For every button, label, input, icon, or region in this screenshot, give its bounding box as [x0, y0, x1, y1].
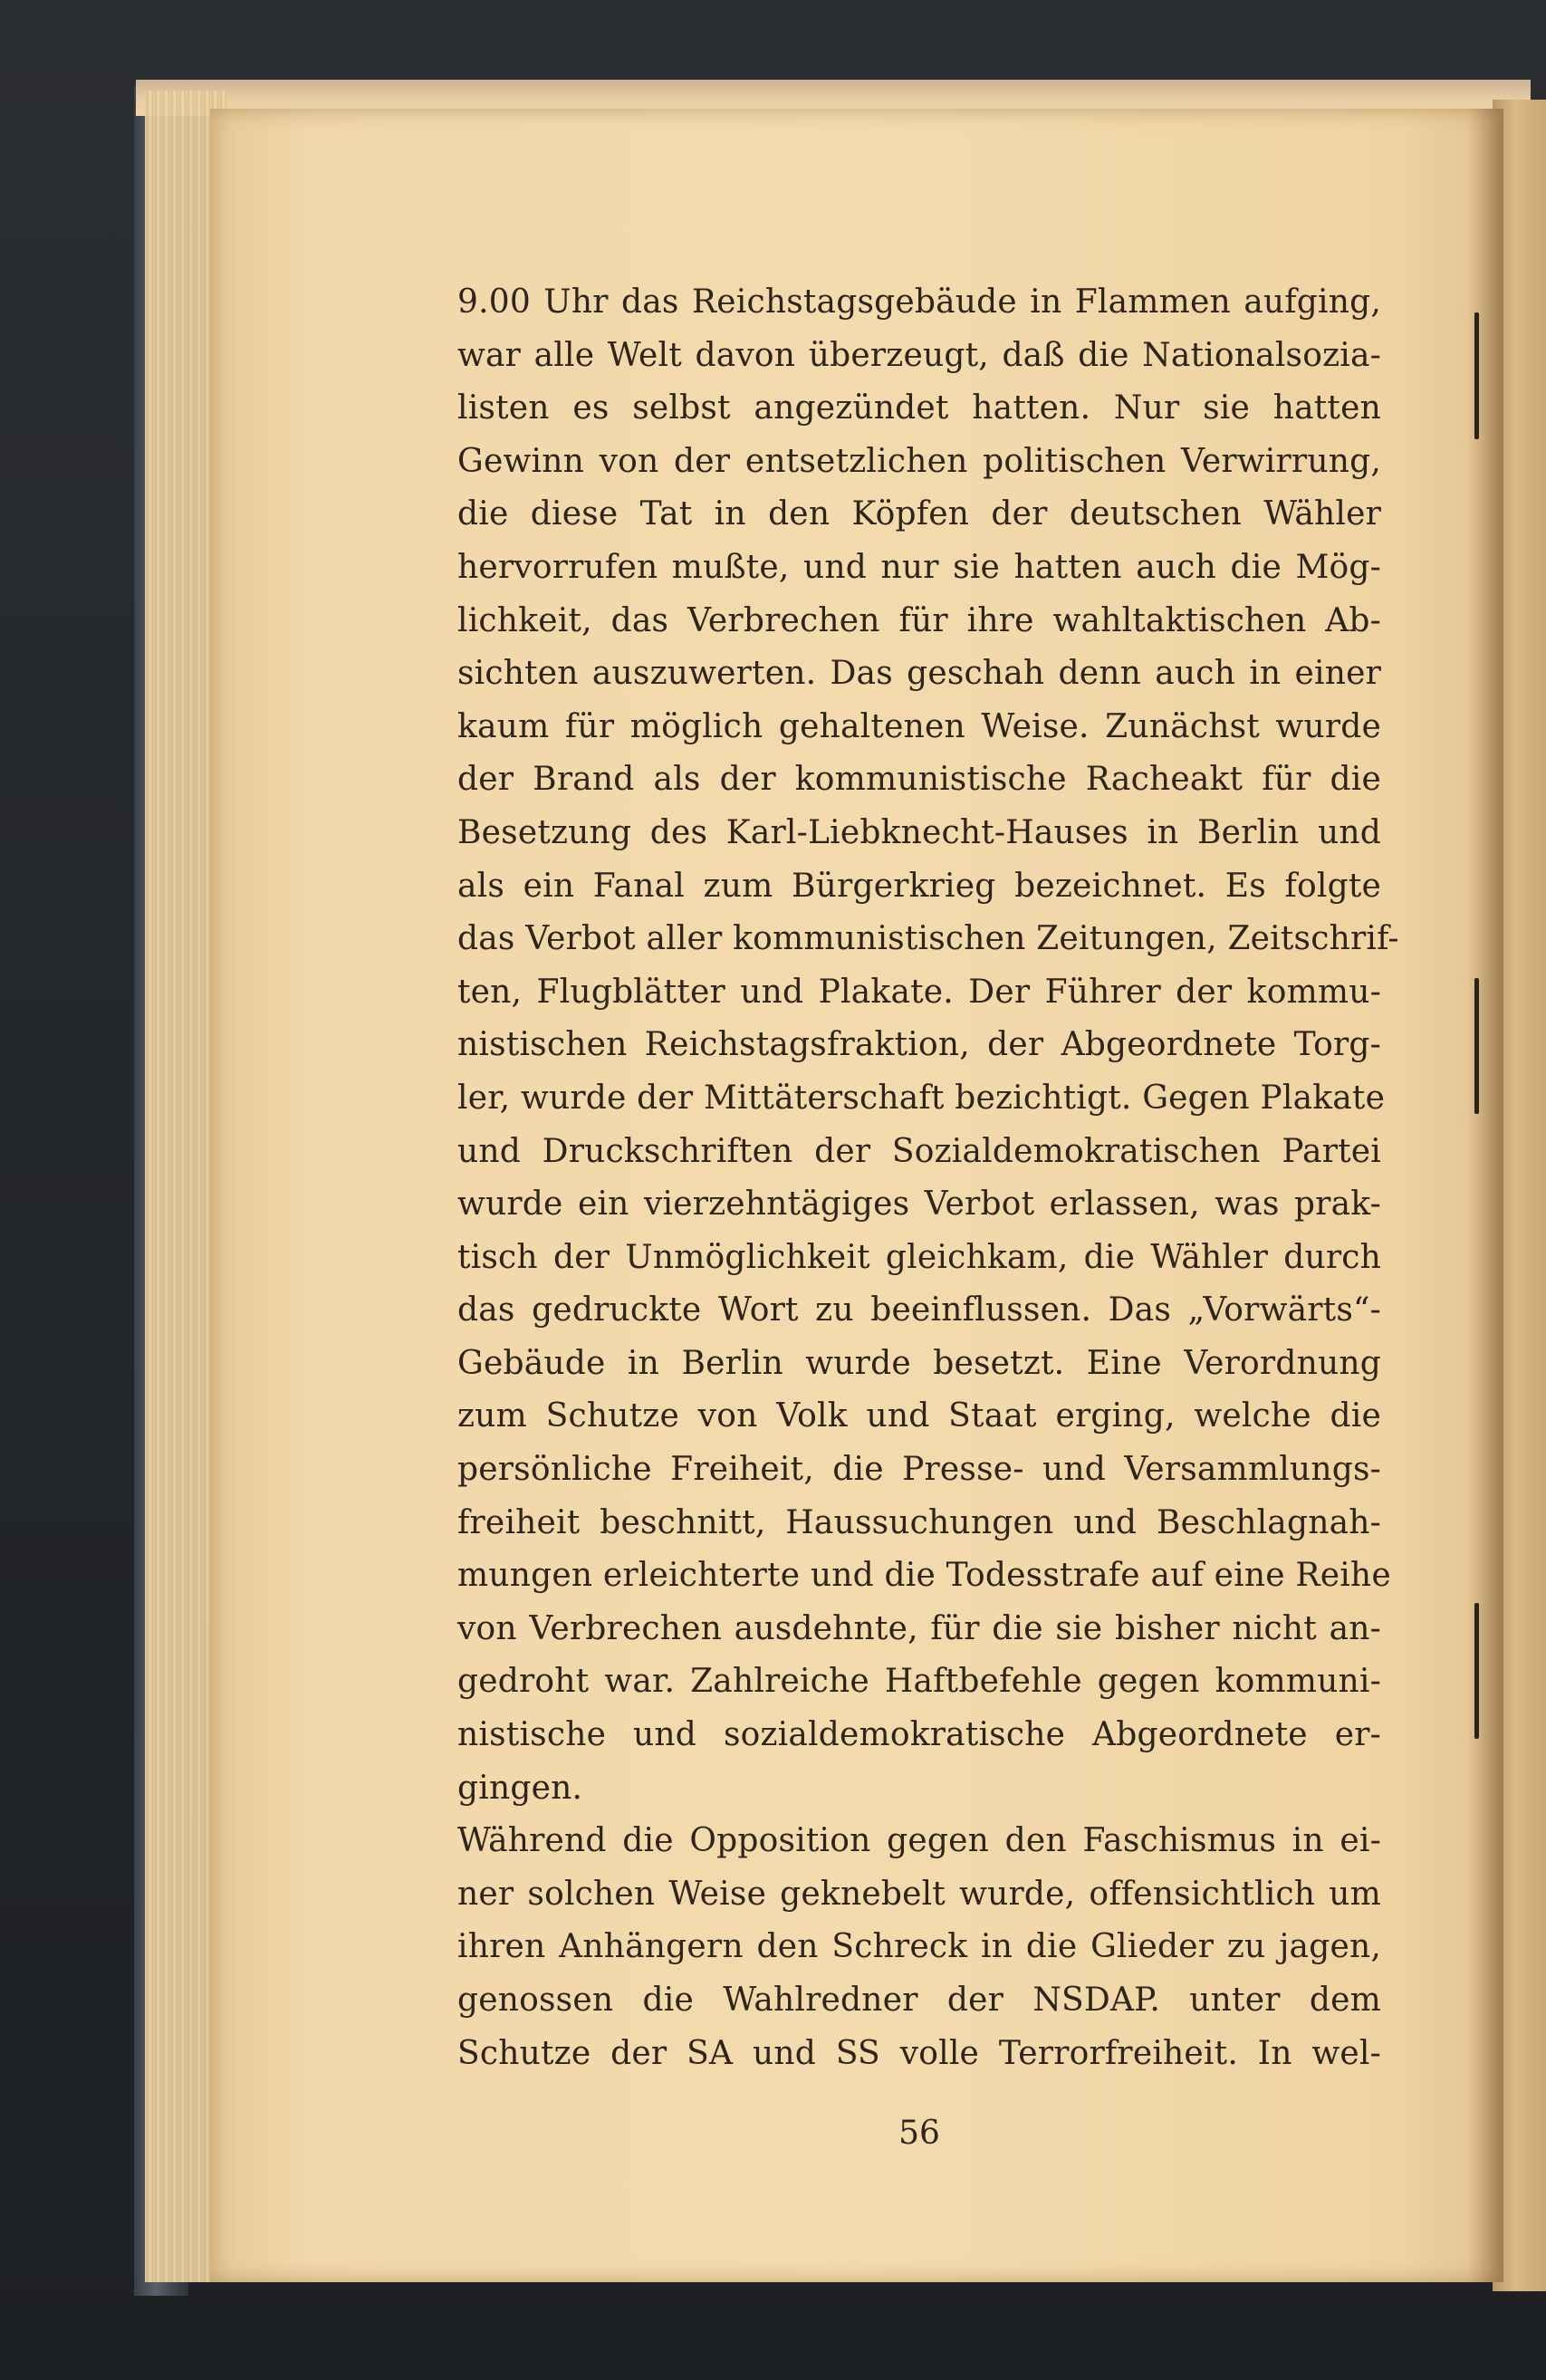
gutter-mark — [1474, 978, 1479, 1114]
text-line: die diese Tat in den Köpfen der deutschen Wähler — [457, 495, 1381, 533]
text-line: lichkeit, das Verbrechen für ihre wahltaktischen Ab- — [457, 601, 1381, 639]
text-line: war alle Welt davon überzeugt, daß die Nationalsozia- — [457, 336, 1381, 374]
text-line: listen es selbst angezündet hatten. Nur sie hatten — [457, 389, 1381, 427]
text-line: ler, wurde der Mittäterschaft bezichtigt. Gegen Plakate — [457, 1079, 1386, 1117]
text-line: Besetzung des Karl-Liebknecht-Hauses in Berlin und — [457, 813, 1381, 851]
text-line: das gedruckte Wort zu beeinflussen. Das „Vorwärts“- — [457, 1291, 1381, 1329]
text-line: und Druckschriften der Sozialdemokratischen Partei — [457, 1132, 1381, 1170]
gutter-shadow — [1467, 109, 1503, 2282]
text-line: ihren Anhängern den Schreck in die Glieder zu jagen, — [457, 1928, 1381, 1966]
text-line: hervorrufen mußte, und nur sie hatten auch die Mög- — [457, 548, 1381, 586]
text-line: tisch der Unmöglichkeit gleichkam, die Wähler durch — [457, 1238, 1381, 1276]
text-line: kaum für möglich gehaltenen Weise. Zunächst wurde — [457, 707, 1381, 745]
text-line: mungen erleichterte und die Todesstrafe auf eine Reihe — [457, 1557, 1391, 1595]
text-line: Während die Opposition gegen den Faschismus in ei- — [457, 1822, 1381, 1860]
text-line: sichten auszuwerten. Das geschah denn auch in einer — [457, 655, 1381, 693]
text-line: als ein Fanal zum Bürgerkrieg bezeichnet. Es folgte — [457, 867, 1381, 905]
text-line: ten, Flugblätter und Plakate. Der Führer der kommu- — [457, 973, 1381, 1011]
text-line: nistische und sozialdemokratische Abgeordnete er- — [457, 1716, 1381, 1754]
text-line: Gewinn von der entsetzlichen politischen Verwirrung, — [457, 442, 1381, 480]
text-line: ner solchen Weise geknebelt wurde, offensichtlich um — [457, 1875, 1381, 1913]
text-line: persönliche Freiheit, die Presse- und Versammlungs- — [457, 1451, 1381, 1489]
text-line: zum Schutze von Volk und Staat erging, welche die — [457, 1397, 1381, 1435]
text-line: 9.00 Uhr das Reichstagsgebäude in Flammen aufging, — [457, 283, 1381, 321]
text-line: der Brand als der kommunistische Racheakt für die — [457, 761, 1381, 799]
body-text — [457, 276, 1399, 2080]
text-line: genossen die Wahlredner der NSDAP. unter dem — [457, 1982, 1381, 2019]
text-line: Schutze der SA und SS volle Terrorfreiheit. In wel- — [457, 2034, 1381, 2072]
gutter-mark — [1474, 1603, 1479, 1739]
text-line: gingen. — [457, 1769, 583, 1807]
text-line: gedroht war. Zahlreiche Haftbefehle gegen kommuni- — [457, 1663, 1381, 1701]
text-line: freiheit beschnitt, Haussuchungen und Beschlagnah- — [457, 1503, 1381, 1541]
text-line: wurde ein vierzehntägiges Verbot erlassen, was prak- — [457, 1185, 1381, 1224]
text-line: das Verbot aller kommunistischen Zeitungen, Zeitschrif- — [457, 920, 1399, 958]
text-line: nistischen Reichstagsfraktion, der Abgeordnete Torg- — [457, 1026, 1381, 1064]
page-number: 56 — [898, 2115, 940, 2152]
text-line: von Verbrechen ausdehnte, für die sie bisher nicht an- — [457, 1609, 1381, 1647]
text-line: Gebäude in Berlin wurde besetzt. Eine Verordnung — [457, 1344, 1381, 1382]
gutter-mark — [1474, 312, 1479, 439]
